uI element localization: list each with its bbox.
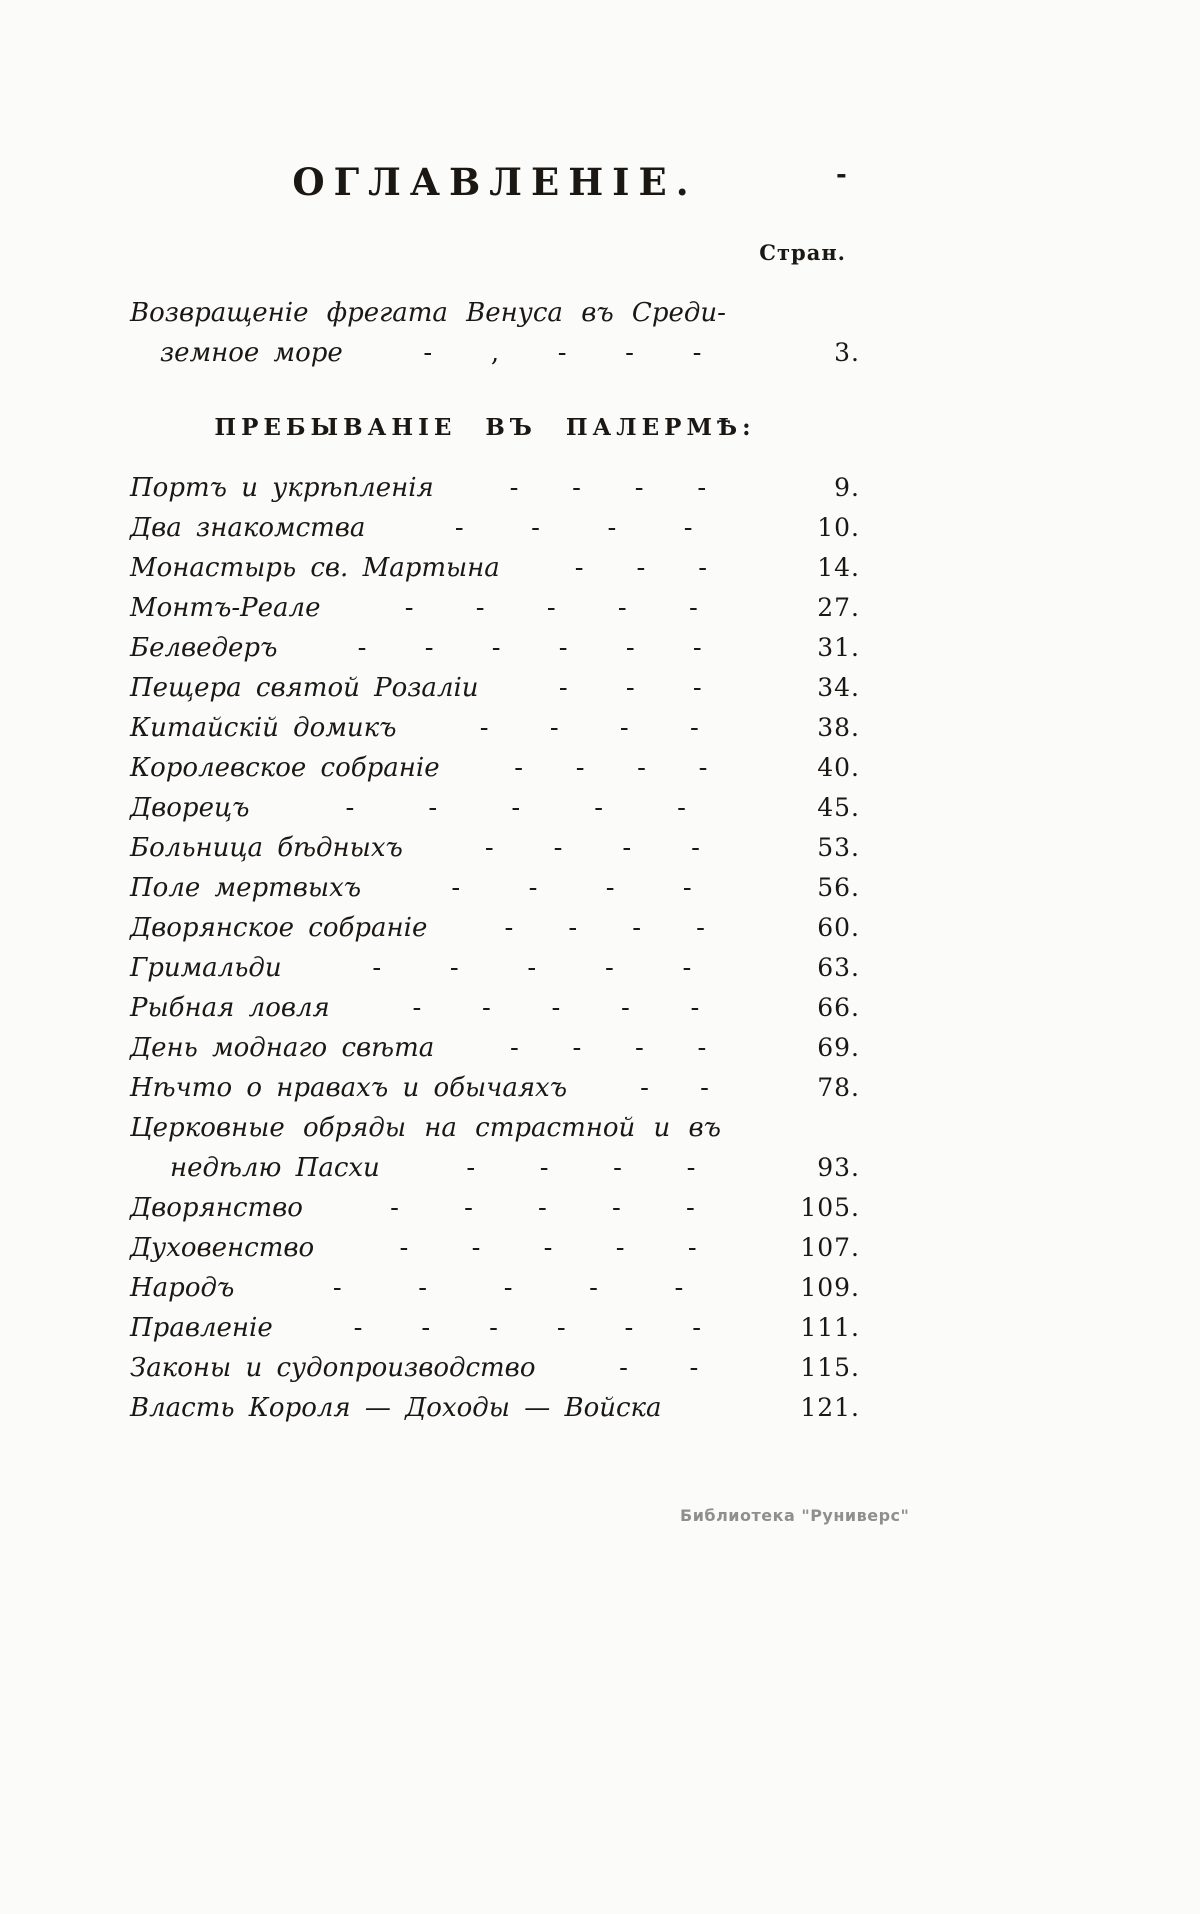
entry-page-number: 115. (800, 1353, 860, 1382)
entry-page-number: 40. (817, 753, 860, 782)
entry-page-number: 105. (800, 1193, 860, 1222)
leader-dash: - (617, 593, 627, 623)
leader-dash: - (546, 593, 556, 623)
entry-page-number: 111. (800, 1313, 860, 1342)
entry-title: недѣлю Пасхи (170, 1153, 380, 1183)
entry-leader-dashes (500, 548, 782, 588)
toc-entry (130, 1148, 860, 1188)
toc-entry (130, 708, 860, 748)
entry-leader-dashes (277, 628, 782, 668)
leader-dash: - (538, 1193, 547, 1223)
entry-page-number: 66. (817, 993, 860, 1022)
leader-dash: - (594, 793, 603, 823)
leader-dash: - (421, 1313, 431, 1343)
leader-dash: - (692, 338, 702, 368)
leader-dash: - (558, 673, 568, 703)
leader-dash: - (589, 1273, 598, 1303)
entry-leader-dashes (282, 948, 782, 988)
leader-dash: - (464, 1193, 473, 1223)
leader-dash: - (612, 1193, 621, 1223)
toc-entry (130, 1028, 860, 1068)
leader-dash: , (490, 338, 500, 368)
leader-dash: - (692, 1313, 702, 1343)
toc-entry (130, 748, 860, 788)
leader-dash: - (471, 1233, 481, 1263)
toc-entry (130, 548, 860, 588)
entry-title: Монтъ-Реале (130, 593, 321, 623)
leader-dash: - (687, 1233, 697, 1263)
leader-dash: - (634, 473, 644, 503)
top-right-dash: - (836, 160, 847, 190)
toc-entry-line1: Возвращеніе фрегата Венуса въ Среди- (130, 298, 726, 328)
toc-entry (130, 333, 860, 373)
entry-title: Власть Короля — Доходы — Войска (130, 1393, 662, 1423)
leader-dash: - (558, 633, 568, 663)
entry-page-number: 34. (817, 673, 860, 702)
leader-dash: - (622, 833, 632, 863)
leader-dash: - (509, 1033, 519, 1063)
leader-dash: - (697, 473, 707, 503)
entry-title: Поле мертвыхъ (130, 873, 362, 903)
leader-dash: - (556, 1313, 566, 1343)
leader-dash: - (514, 753, 524, 783)
leader-dash: - (572, 473, 581, 503)
entry-leader-dashes (380, 1148, 782, 1188)
leader-dash: - (575, 753, 585, 783)
leader-dash: - (698, 753, 708, 783)
leader-dash: - (674, 1273, 684, 1303)
leader-dash: - (489, 1313, 498, 1343)
leader-dash: - (689, 713, 699, 743)
entry-title: земное море (160, 338, 343, 368)
leader-dash: - (475, 593, 485, 623)
leader-dash: - (692, 633, 702, 663)
entry-leader-dashes (440, 748, 782, 788)
entry-title: Дворецъ (130, 793, 250, 823)
entry-page-number: 3. (834, 338, 860, 367)
leader-dash: - (632, 913, 641, 943)
entry-leader-dashes (321, 588, 783, 628)
entry-leader-dashes (343, 333, 782, 373)
leader-dash: - (553, 833, 563, 863)
toc-entry (130, 1348, 860, 1388)
entry-title: Рыбная ловля (130, 993, 330, 1023)
leader-dash: - (691, 833, 700, 863)
entry-title: Законы и судопроизводство (130, 1353, 536, 1383)
entry-title: Дворянство (130, 1193, 303, 1223)
entry-title: Два знакомства (130, 513, 366, 543)
entry-title: Пещера святой Розаліи (130, 673, 479, 703)
entry-leader-dashes (303, 1188, 782, 1228)
entry-page-number: 109. (800, 1273, 860, 1302)
leader-dash: - (451, 873, 461, 903)
leader-dash: - (682, 873, 692, 903)
toc-entry (130, 988, 860, 1028)
leader-dash: - (615, 1233, 625, 1263)
leader-dash: - (449, 953, 459, 983)
leader-dash: - (634, 1033, 644, 1063)
entry-leader-dashes (330, 988, 782, 1028)
leader-dash: - (504, 913, 514, 943)
entry-page-number: 27. (817, 593, 860, 622)
leader-dash: - (677, 793, 686, 823)
toc-entry (130, 588, 860, 628)
leader-dash: - (640, 1073, 649, 1103)
leader-dash: - (624, 1313, 634, 1343)
leader-dash: - (682, 953, 692, 983)
leader-dash: - (543, 1233, 553, 1263)
leader-dash: - (619, 713, 629, 743)
leader-dash: - (531, 513, 540, 543)
leader-dash: - (418, 1273, 428, 1303)
entry-page-number: 9. (834, 473, 860, 502)
leader-dash: - (491, 633, 501, 663)
toc-entry (130, 628, 860, 668)
page-number-column-header: Стран. (759, 240, 846, 265)
leader-dash: - (619, 1353, 628, 1383)
leader-dash: - (696, 913, 705, 943)
leader-dash: - (527, 953, 537, 983)
leader-dash: - (613, 1153, 622, 1183)
leader-dash: - (700, 1073, 709, 1103)
entry-page-number: 63. (817, 953, 860, 982)
leader-dash: - (568, 913, 578, 943)
toc-entry (130, 468, 860, 508)
leader-dash: - (551, 993, 561, 1023)
leader-dash: - (424, 633, 434, 663)
leader-dash: - (637, 753, 646, 783)
section-heading: ПРЕБЫВАНІЕ ВЪ ПАЛЕРМѢ: (214, 414, 756, 441)
leader-dash: - (574, 553, 584, 583)
leader-dash: - (620, 993, 630, 1023)
page-title: ОГЛАВЛЕНІЕ. (292, 160, 698, 204)
entry-title: Китайскій домикъ (130, 713, 397, 743)
leader-dash: - (412, 993, 422, 1023)
leader-dash: - (481, 993, 491, 1023)
entry-leader-dashes (434, 468, 782, 508)
leader-dash: - (607, 513, 617, 543)
leader-dash: - (605, 873, 615, 903)
entry-title: Духовенство (130, 1233, 315, 1263)
toc-entry (130, 828, 860, 868)
entry-leader-dashes (273, 1308, 782, 1348)
leader-dash: - (690, 993, 700, 1023)
entry-leader-dashes (365, 508, 782, 548)
leader-dash: - (692, 673, 702, 703)
entry-page-number: 121. (800, 1393, 860, 1422)
toc-entry (130, 1188, 860, 1228)
toc-entry (130, 668, 860, 708)
entry-page-number: 45. (817, 793, 860, 822)
leader-dash: - (688, 593, 698, 623)
leader-dash: - (372, 953, 382, 983)
entry-leader-dashes (427, 908, 782, 948)
entry-leader-dashes (396, 708, 782, 748)
library-watermark: Библиотека "Руниверс" (680, 1506, 910, 1525)
leader-dash: - (604, 953, 614, 983)
entry-title: Гримальди (130, 953, 282, 983)
leader-dash: - (345, 793, 355, 823)
entry-page-number: 60. (817, 913, 860, 942)
toc-entry (130, 948, 860, 988)
entry-leader-dashes (249, 788, 782, 828)
leader-dash: - (479, 713, 489, 743)
entry-page-number: 69. (817, 1033, 860, 1062)
leader-dash: - (404, 593, 414, 623)
leader-dash: - (428, 793, 438, 823)
toc-entry (130, 1388, 860, 1428)
leader-dash: - (689, 1353, 699, 1383)
entry-page-number: 14. (817, 553, 860, 582)
leader-dash: - (625, 633, 635, 663)
leader-dash: - (625, 673, 635, 703)
entry-title: Больница бѣдныхъ (130, 833, 403, 863)
toc-entry (130, 788, 860, 828)
entry-leader-dashes (234, 1268, 782, 1308)
entry-leader-dashes (567, 1068, 782, 1108)
entry-title: Правленіе (130, 1313, 273, 1343)
leader-dash: - (399, 1233, 409, 1263)
entry-page-number: 31. (817, 633, 860, 662)
entry-leader-dashes (403, 828, 782, 868)
entry-title: День моднаго свѣта (130, 1033, 435, 1063)
entry-title: Нѣчто о нравахъ и обычаяхъ (130, 1073, 568, 1103)
toc-entry (130, 1268, 860, 1308)
entry-title: Королевское собраніе (130, 753, 440, 783)
leader-dash: - (683, 513, 693, 543)
entry-leader-dashes (314, 1228, 782, 1268)
entry-leader-dashes (434, 1028, 782, 1068)
entry-title: Народъ (130, 1273, 235, 1303)
entry-leader-dashes (535, 1348, 782, 1388)
leader-dash: - (509, 473, 519, 503)
entry-leader-dashes (361, 868, 782, 908)
entry-title: Белведеръ (130, 633, 278, 663)
leader-dash: - (484, 833, 494, 863)
leader-dash: - (557, 338, 567, 368)
toc-entry (130, 1308, 860, 1348)
entry-title: Портъ и укрѣпленія (130, 473, 434, 503)
toc-entries (130, 468, 860, 1428)
leader-dash: - (353, 1313, 363, 1343)
entry-title: Дворянское собраніе (130, 913, 428, 943)
leader-dash: - (423, 338, 433, 368)
entry-page-number: 107. (800, 1233, 860, 1262)
leader-dash: - (697, 1033, 707, 1063)
leader-dash: - (636, 553, 646, 583)
leader-dash: - (549, 713, 559, 743)
entry-leader-dashes (479, 668, 782, 708)
leader-dash: - (686, 1153, 696, 1183)
leader-dash: - (511, 793, 521, 823)
toc-first-entry (130, 293, 860, 373)
leader-dash: - (357, 633, 367, 663)
leader-dash: - (572, 1033, 582, 1063)
entry-page-number: 93. (817, 1153, 860, 1182)
leader-dash: - (503, 1273, 513, 1303)
toc-entry (130, 908, 860, 948)
toc-entry-wrapped-line: Церковные обряды на страстной и въ (130, 1113, 721, 1143)
leader-dash: - (454, 513, 464, 543)
entry-page-number: 38. (817, 713, 860, 742)
entry-page-number: 10. (817, 513, 860, 542)
leader-dash: - (332, 1273, 342, 1303)
leader-dash: - (390, 1193, 399, 1223)
leader-dash: - (539, 1153, 549, 1183)
toc-entry (130, 1068, 860, 1108)
entry-page-number: 53. (817, 833, 860, 862)
toc-entry (130, 1228, 860, 1268)
leader-dash: - (466, 1153, 476, 1183)
entry-page-number: 78. (817, 1073, 860, 1102)
toc-entry (130, 868, 860, 908)
leader-dash: - (625, 338, 634, 368)
leader-dash: - (685, 1193, 695, 1223)
entry-title: Монастырь св. Мартына (130, 553, 500, 583)
leader-dash: - (528, 873, 538, 903)
entry-page-number: 56. (817, 873, 860, 902)
toc-entry (130, 508, 860, 548)
leader-dash: - (698, 553, 708, 583)
